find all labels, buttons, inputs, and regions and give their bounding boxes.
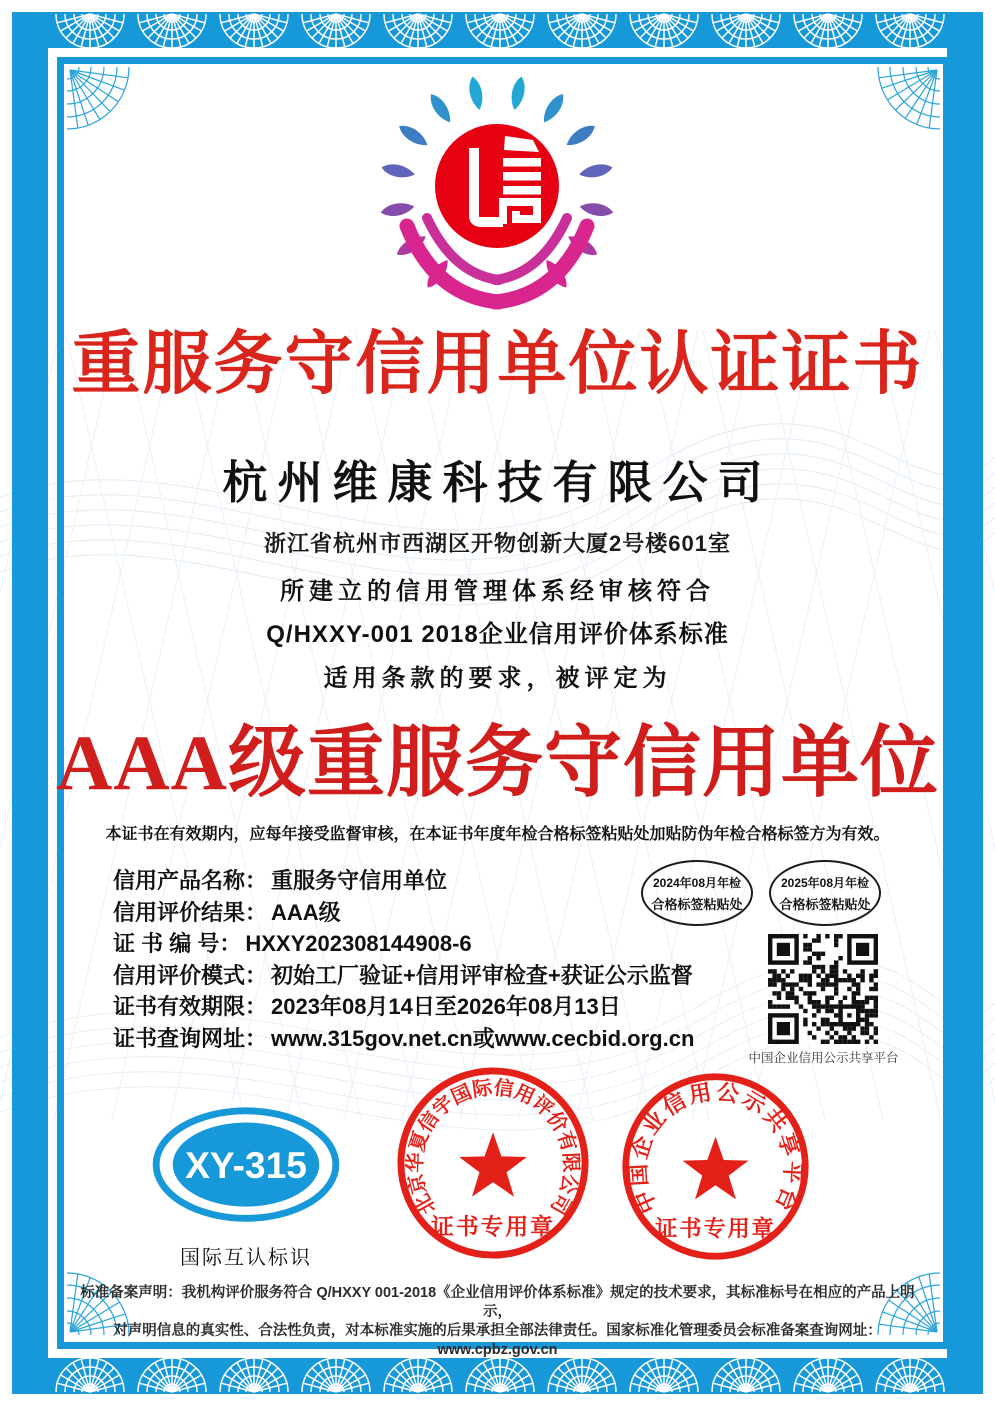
certificate-fields [113, 864, 695, 1053]
field-value: 2023年08月14日至2026年08月13日 [271, 994, 621, 1019]
credit-wreath-emblem [377, 74, 617, 312]
stamp-line: 2024年08月年检 [652, 875, 742, 890]
seal-star [682, 1137, 748, 1200]
disclaimer-line-2: 对声明信息的真实性、合法性负责，对本标准实施的后果承担全部法律责任。国家标准化管理委员会标准备案查询网址：www.cpbz.gov.cn [113, 1322, 882, 1358]
field-label: 证书查询网址： [113, 1025, 268, 1051]
platform-seal [619, 1070, 812, 1263]
field-row [113, 927, 673, 959]
stamp-line: 2025年08月年检 [780, 875, 870, 890]
field-row [113, 1022, 695, 1054]
issuer-seal [394, 1064, 592, 1262]
field-value: 初始工厂验证+信用评审检查+获证公示监督 [271, 962, 693, 988]
stamp-line: 合格标签粘贴处 [779, 896, 871, 912]
seal-star [459, 1132, 527, 1196]
field-value: 重服务守信用单位 [271, 868, 448, 893]
field-row [113, 896, 673, 928]
field-row [113, 864, 673, 896]
xy315-caption: 国际互认标识 [180, 1247, 312, 1269]
seal-ring-text: 北京华夏信宇国际信用评价有限公司 [404, 1076, 582, 1218]
disclaimer-line-1: 标准备案声明：我机构评价服务符合 Q/HXXY 001-2018《企业信用评价体系标准》规定的技术要求，其标准标号在相应的产品上明示， [80, 1285, 915, 1320]
field-row [113, 990, 673, 1022]
seal-ring-text: 中国企业信用公示共享平台 [625, 1078, 806, 1218]
seal-bottom-text: 证书专用章 [431, 1213, 555, 1240]
field-label: 信用评价模式： [113, 962, 268, 988]
validity-note: 本证书在有效期内，应每年接受监督审核，在本证书年度年检合格标签粘贴处加贴防伪年检合格标签方为有效。 [105, 826, 890, 843]
statement-line-2: Q/HXXY-001 2018企业信用评价体系标准 [266, 621, 729, 648]
annual-check-stamp-2025 [769, 860, 881, 926]
company-name: 杭州维康科技有限公司 [222, 457, 773, 508]
certificate-title: 重服务守信用单位认证证书 [71, 325, 924, 402]
field-label: 证书有效期限： [113, 994, 268, 1019]
field-label: 证 书 编 号： [113, 931, 242, 956]
field-label: 信用评价结果： [113, 899, 268, 925]
field-value: AAA级 [271, 899, 341, 925]
annual-check-stamp-2024 [641, 860, 753, 926]
statement-line-3: 适用条款的要求，被评定为 [323, 665, 672, 692]
statement-line-1: 所建立的信用管理体系经审核符合 [280, 578, 715, 605]
qr-code [768, 934, 878, 1044]
xy315-logo [148, 1104, 344, 1231]
grade-title: AAA级重服务守信用单位 [56, 719, 939, 806]
field-label: 信用产品名称： [113, 868, 268, 893]
field-value: www.315gov.net.cn或www.cecbid.org.cn [271, 1025, 695, 1051]
qr-caption: 中国企业信用公示共享平台 [748, 1051, 899, 1065]
field-row [113, 959, 693, 991]
company-address: 浙江省杭州市西湖区开物创新大厦2号楼601室 [264, 531, 731, 556]
stamp-line: 合格标签粘贴处 [651, 896, 743, 912]
xy315-label: XY-315 [185, 1144, 307, 1187]
field-value: HXXY202308144908-6 [245, 931, 472, 956]
standard-disclaimer [77, 1284, 918, 1359]
seal-bottom-text: 证书专用章 [655, 1215, 776, 1241]
